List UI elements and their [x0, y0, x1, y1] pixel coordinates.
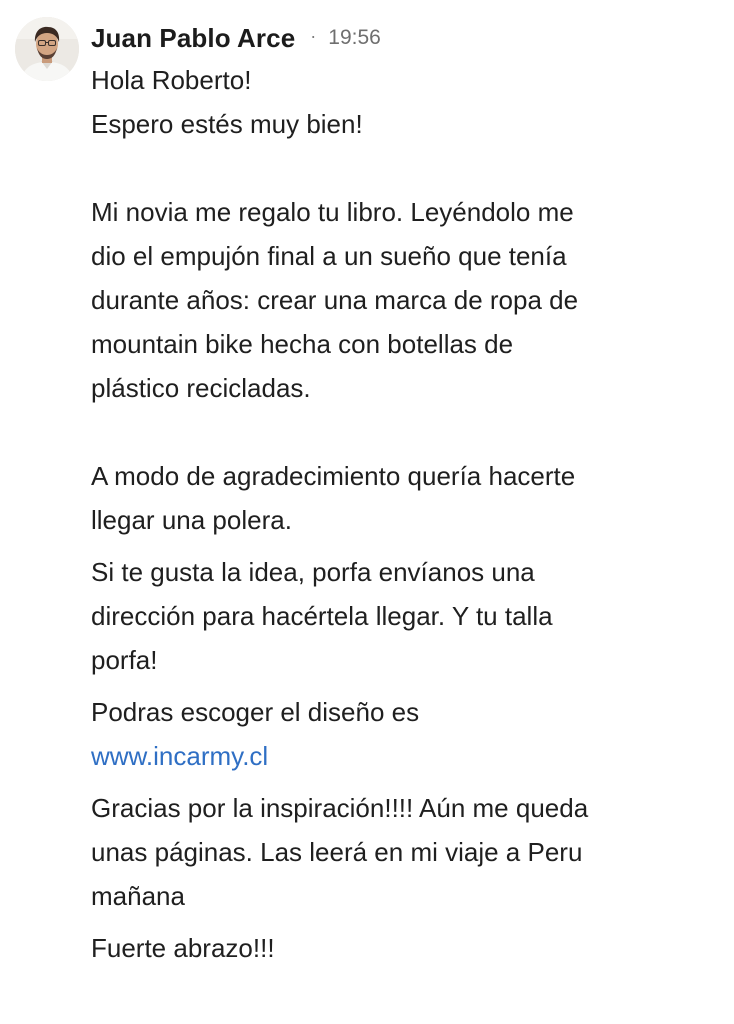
avatar[interactable] [15, 17, 79, 81]
paragraph-gap [91, 542, 711, 550]
paragraph-line: A modo de agradecimiento quería hacerte [91, 461, 576, 491]
paragraph-address-request [91, 550, 711, 682]
paragraph-line: dirección para hacértela llegar. Y tu talla [91, 601, 553, 631]
paragraph-gap [91, 918, 711, 926]
greeting-text: Hola Roberto! [91, 65, 252, 95]
paragraph-line: porfa! [91, 645, 158, 675]
message-header [91, 21, 381, 55]
paragraph-story [91, 190, 711, 410]
paragraph-line: dio el empujón final a un sueño que tenía [91, 241, 567, 271]
timestamp: 19:56 [328, 26, 381, 49]
paragraph-gratitude [91, 786, 711, 918]
paragraph-line: unas páginas. Las leerá en mi viaje a Peru [91, 837, 583, 867]
wish-text: Espero estés muy bien! [91, 109, 363, 139]
link-line [91, 734, 711, 778]
paragraph-line: Mi novia me regalo tu libro. Leyéndolo me [91, 197, 574, 227]
paragraph-line: Si te gusta la idea, porfa envíanos una [91, 557, 535, 587]
paragraph-line: plástico recicladas. [91, 373, 311, 403]
paragraph-line: mañana [91, 881, 185, 911]
paragraph-line: Podras escoger el diseño es [91, 697, 420, 727]
paragraph-thanks [91, 454, 711, 542]
blank-line [91, 146, 711, 190]
message-body [91, 58, 711, 970]
sender-name[interactable]: Juan Pablo Arce [91, 22, 296, 53]
paragraph-gap [91, 778, 711, 786]
paragraph-design [91, 690, 711, 778]
separator-dot: · [310, 25, 317, 46]
paragraph-gap [91, 682, 711, 690]
paragraph-line: Gracias por la inspiración!!!! Aún me queda [91, 793, 589, 823]
paragraph-line: mountain bike hecha con botellas de [91, 329, 514, 359]
closing-text: Fuerte abrazo!!! [91, 933, 275, 963]
paragraph-line: durante años: crear una marca de ropa de [91, 285, 579, 315]
blank-line [91, 410, 711, 454]
paragraph-line: llegar una polera. [91, 505, 292, 535]
person-photo-icon [15, 17, 79, 81]
website-link[interactable]: www.incarmy.cl [91, 741, 269, 771]
